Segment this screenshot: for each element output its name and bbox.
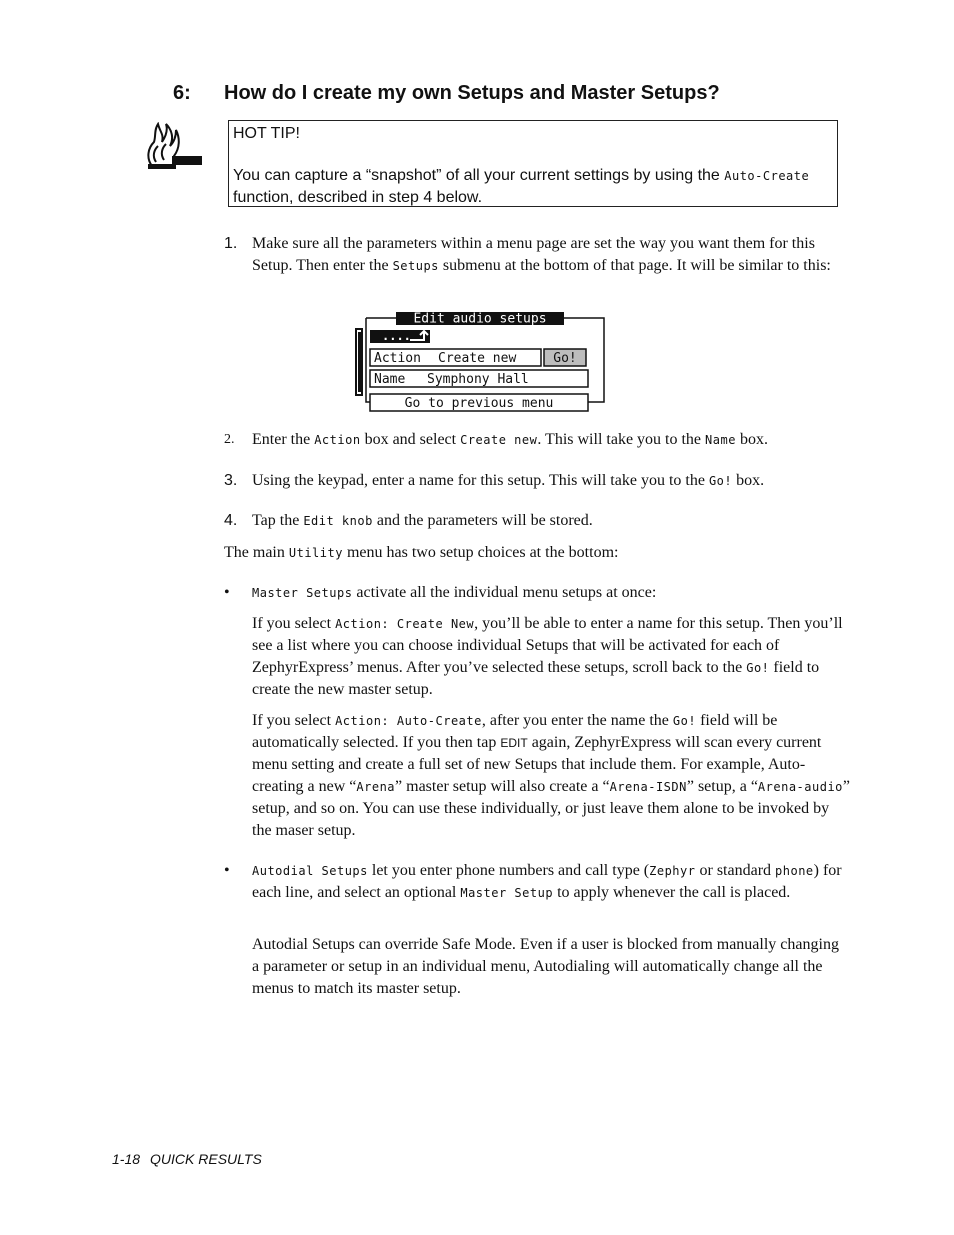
section-heading: [173, 82, 720, 105]
lcd-name-label: Name: [374, 372, 406, 387]
hot-tip-label: HOT TIP!: [233, 125, 300, 142]
lcd-edit-audio-setups: [352, 312, 608, 414]
step-3: 3. Using the keypad, enter a name for this setup. This will take you to the Go! box.: [224, 470, 849, 492]
code-auto-create: Auto-Create: [724, 169, 810, 183]
lcd-action-label: Action: [374, 351, 421, 366]
lcd-title: Edit audio setups: [413, 312, 547, 327]
hot-tip-text: You can capture a “snapshot” of all your current settings by using the Auto-Create function, described in step 4 below.: [233, 167, 810, 206]
section-number: 6:: [173, 82, 191, 104]
bullet-autodial-setups: • Autodial Setups let you enter phone numbers and call type (Zephyr or standard phone) for each line, and select an optional Master Setup to apply whenever the call is placed.: [224, 862, 842, 901]
section-name: QUICK RESULTS: [150, 1151, 262, 1167]
step-1: 1. Make sure all the parameters within a menu page are set the way you want them for this Setup. Then enter the Setups submenu at the bottom of that page. It will be similar to this:: [224, 235, 831, 274]
bullet-symbol: •: [224, 584, 230, 601]
bullet-master-setups: • Master Setups activate all the individual menu setups at once:: [224, 582, 849, 604]
step-number: 4.: [224, 512, 238, 529]
lcd-go-button: Go!: [553, 351, 577, 366]
lcd-action-value: Create new: [438, 351, 517, 366]
hot-tip-box: [228, 120, 838, 207]
master-setups-create-new: If you select Action: Create New, you’ll be able to enter a name for this setup. Then you’ll see a list where you can choose individual Setups that will be activated for each of ZephyrExpress’ menus. After you’ve selected these setups, scroll back to the Go! field to create the new master setup.: [252, 615, 843, 698]
autodial-safe-mode-note: Autodial Setups can override Safe Mode. Even if a user is blocked from manually changing a parameter or setup in an individual menu, Autodialing will automatically change all the menus to match its master setup.: [252, 936, 839, 997]
flame-hand-icon: [144, 122, 204, 170]
step-2: 2. Enter the Action box and select Create new. This will take you to the Name box.: [224, 429, 849, 451]
page-footer: [112, 1151, 262, 1167]
step-number: 3.: [224, 472, 238, 489]
master-setups-auto-create: If you select Action: Auto-Create, after you enter the name the Go! field will be automatically selected. If you then tap EDIT again, ZephyrExpress will scan every current menu setting and create a full set of new Setups that include them. For example, Auto-creating a new “Arena” master setup will also create a “Arena-ISDN” setup, a “Arena-audio” setup, and so on. You can use these individually, or just leave them alone to be invoked by the maser setup.: [252, 712, 851, 839]
step-number: 2.: [224, 432, 235, 447]
page-number: 1-18: [112, 1151, 141, 1167]
utility-menu-intro: The main Utility menu has two setup choices at the bottom:: [224, 544, 619, 561]
bullet-symbol: •: [224, 862, 230, 879]
step-number: 1.: [224, 235, 238, 252]
lcd-back-dots: ....: [382, 329, 411, 343]
lcd-name-value: Symphony Hall: [427, 372, 529, 387]
section-title: How do I create my own Setups and Master Setups?: [224, 82, 720, 104]
lcd-previous-menu: Go to previous menu: [404, 396, 554, 411]
step-4: 4. Tap the Edit knob and the parameters will be stored.: [224, 510, 849, 532]
